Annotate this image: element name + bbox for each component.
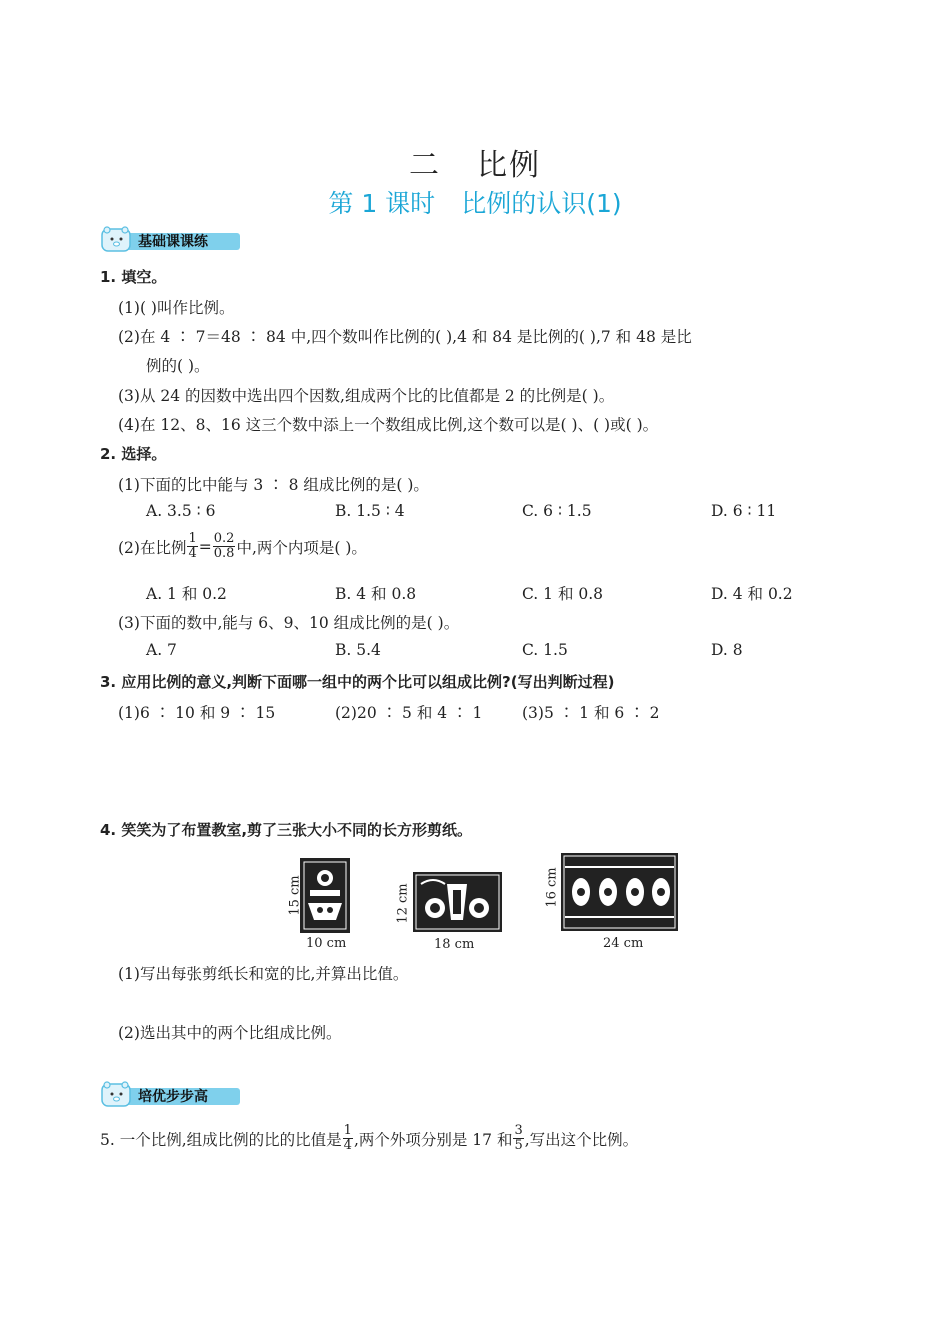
q2-sub2-stem <box>118 532 367 561</box>
question-1-title: 1. 填空。 <box>100 268 167 286</box>
q5-middle: ,两个外项分别是 17 和 <box>353 1130 513 1149</box>
q2-sub2-option-d: D. 4 和 0.2 <box>711 585 793 603</box>
q2-sub2-prefix: (2)在比例 <box>118 538 187 557</box>
q2-sub2-option-b: B. 4 和 0.8 <box>335 585 417 603</box>
q2-sub3-stem: (3)下面的数中,能与 6、9、10 组成比例的是( )。 <box>118 614 460 632</box>
lesson-label: 第 1 课时 <box>328 189 436 218</box>
q1-line-5: (4)在 12、8、16 这三个数中添上一个数组成比例,这个数可以是( )、( )或( )。 <box>118 416 659 434</box>
q3-item-1: (1)6 ∶ 10 和 9 ∶ 15 <box>118 704 276 722</box>
fraction-three-fifths: $\frac{3}{5}$ <box>514 1123 523 1153</box>
bear-mascot-icon <box>100 226 134 254</box>
q1-line-3: 例的( )。 <box>146 357 210 375</box>
chapter-number: 二 <box>409 148 441 183</box>
lesson-title: 比例的认识(1) <box>461 189 622 218</box>
q4-sub-1: (1)写出每张剪纸长和宽的比,并算出比值。 <box>118 965 409 983</box>
paper-cut-2 <box>413 872 502 932</box>
section-badge-basic <box>100 228 245 254</box>
equals-sign: = <box>198 537 212 556</box>
q4-sub-2: (2)选出其中的两个比组成比例。 <box>118 1024 342 1042</box>
q2-sub3-option-b: B. 5.4 <box>335 641 381 659</box>
question-2-title: 2. 选择。 <box>100 445 167 463</box>
q2-sub2-option-c: C. 1 和 0.8 <box>522 585 604 603</box>
q2-sub3-option-c: C. 1.5 <box>522 641 568 659</box>
paper-cut-1 <box>300 858 350 933</box>
paper-cut-2-height: 12 cm <box>395 883 411 924</box>
q2-sub1-option-d: D. 6 ∶ 11 <box>711 502 777 520</box>
fraction-decimal: $\frac{0.2}{0.8}$ <box>213 531 235 561</box>
fraction-one-quarter: $\frac{1}{4}$ <box>343 1123 352 1153</box>
q2-sub1-option-c: C. 6 ∶ 1.5 <box>522 502 592 520</box>
paper-cut-3-height: 16 cm <box>544 867 560 908</box>
q2-sub3-option-d: D. 8 <box>711 641 743 659</box>
question-5 <box>100 1124 638 1153</box>
paper-cut-1-pattern-icon <box>300 858 350 933</box>
lesson-heading <box>0 184 950 220</box>
q3-item-3: (3)5 ∶ 1 和 6 ∶ 2 <box>522 704 660 722</box>
q2-sub1-stem: (1)下面的比中能与 3 ∶ 8 组成比例的是( )。 <box>118 476 429 494</box>
paper-cut-3-pattern-icon <box>561 853 678 931</box>
q2-sub3-option-a: A. 7 <box>146 641 177 659</box>
section-badge-label: 培优步步高 <box>138 1089 208 1105</box>
bear-mascot-icon <box>100 1081 134 1109</box>
paper-cut-1-width: 10 cm <box>306 936 347 951</box>
q2-sub2-option-a: A. 1 和 0.2 <box>146 585 227 603</box>
chapter-heading <box>0 140 950 184</box>
q3-item-2: (2)20 ∶ 5 和 4 ∶ 1 <box>335 704 483 722</box>
question-4-title: 4. 笑笑为了布置教室,剪了三张大小不同的长方形剪纸。 <box>100 821 473 839</box>
q1-line-1: (1)( )叫作比例。 <box>118 299 235 317</box>
q5-suffix: ,写出这个比例。 <box>524 1130 639 1149</box>
question-3-title: 3. 应用比例的意义,判断下面哪一组中的两个比可以组成比例?(写出判断过程) <box>100 673 615 691</box>
q2-sub1-option-b: B. 1.5 ∶ 4 <box>335 502 405 520</box>
paper-cut-2-width: 18 cm <box>434 937 475 952</box>
q1-line-4: (3)从 24 的因数中选出四个因数,组成两个比的比值都是 2 的比例是( )。 <box>118 387 615 405</box>
paper-cut-3-width: 24 cm <box>603 936 644 951</box>
q2-sub1-option-a: A. 3.5 ∶ 6 <box>146 502 216 520</box>
fraction-one-quarter: $\frac{1}{4}$ <box>188 531 197 561</box>
chapter-title: 比例 <box>477 148 541 183</box>
q1-line-2: (2)在 4 ∶ 7＝48 ∶ 84 中,四个数叫作比例的( ),4 和 84 是比例的( ),7 和 48 是比 <box>118 328 692 346</box>
paper-cut-1-height: 15 cm <box>287 875 303 916</box>
q5-prefix: 5. 一个比例,组成比例的比的比值是 <box>100 1130 342 1149</box>
section-badge-advanced <box>100 1083 245 1109</box>
paper-cut-2-pattern-icon <box>413 872 502 932</box>
section-badge-label: 基础课课练 <box>138 234 208 250</box>
paper-cut-3 <box>561 853 678 931</box>
q2-sub2-suffix: 中,两个内项是( )。 <box>236 538 367 557</box>
